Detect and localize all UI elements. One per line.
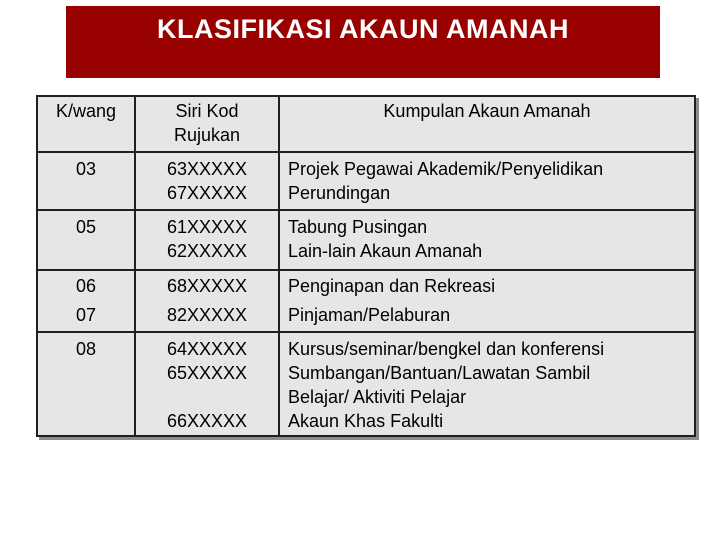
cell-codes bbox=[135, 210, 279, 270]
header-kwang bbox=[37, 96, 135, 152]
group-value: Perundingan bbox=[288, 183, 391, 203]
code-value: 62XXXXX bbox=[166, 241, 248, 261]
group-value: Tabung Pusingan bbox=[288, 217, 428, 237]
cell-codes bbox=[135, 332, 279, 436]
cell-groups bbox=[279, 300, 695, 332]
code-value: 63XXXXX bbox=[166, 159, 248, 179]
group-value: Lain-lain Akaun Amanah bbox=[288, 241, 483, 261]
cell-kwang bbox=[37, 300, 135, 332]
cell-kwang bbox=[37, 270, 135, 300]
group-value: Projek Pegawai Akademik/Penyelidikan bbox=[288, 159, 604, 179]
cell-groups bbox=[279, 270, 695, 300]
group-value: Pinjaman/Pelaburan bbox=[288, 305, 451, 325]
cell-codes bbox=[135, 270, 279, 300]
code-value: 82XXXXX bbox=[166, 305, 248, 325]
table-row bbox=[37, 332, 695, 436]
cell-kwang bbox=[37, 152, 135, 210]
table-header-row bbox=[37, 96, 695, 152]
cell-codes bbox=[135, 300, 279, 332]
group-value: Kursus/seminar/bengkel dan konferensi bbox=[288, 339, 605, 359]
code-value: 65XXXXX bbox=[166, 363, 248, 383]
code-value: 61XXXXX bbox=[166, 217, 248, 237]
header-siri-kod bbox=[135, 96, 279, 152]
header-siri-line1: Siri Kod bbox=[175, 101, 239, 121]
kwang-value: 05 bbox=[75, 217, 97, 237]
cell-kwang bbox=[37, 210, 135, 270]
cell-groups bbox=[279, 152, 695, 210]
code-value: 68XXXXX bbox=[166, 276, 248, 296]
code-spacer bbox=[136, 385, 278, 409]
code-value: 66XXXXX bbox=[166, 411, 248, 431]
cell-groups bbox=[279, 210, 695, 270]
group-value: Belajar/ Aktiviti Pelajar bbox=[288, 387, 467, 407]
group-value: Akaun Khas Fakulti bbox=[288, 411, 444, 431]
table-row bbox=[37, 152, 695, 210]
table-container bbox=[36, 95, 696, 437]
page-title: KLASIFIKASI AKAUN AMANAH bbox=[157, 14, 569, 44]
table-row bbox=[37, 210, 695, 270]
cell-kwang bbox=[37, 332, 135, 436]
cell-codes bbox=[135, 152, 279, 210]
header-kwang-text: K/wang bbox=[55, 101, 117, 121]
table-row bbox=[37, 300, 695, 332]
group-value: Penginapan dan Rekreasi bbox=[288, 276, 496, 296]
code-value: 67XXXXX bbox=[166, 183, 248, 203]
cell-groups bbox=[279, 332, 695, 436]
kwang-value: 08 bbox=[75, 339, 97, 359]
header-kumpulan bbox=[279, 96, 695, 152]
kwang-value: 03 bbox=[75, 159, 97, 179]
akaun-table bbox=[36, 95, 696, 437]
title-banner bbox=[66, 6, 660, 78]
code-value: 64XXXXX bbox=[166, 339, 248, 359]
kwang-value: 07 bbox=[75, 305, 97, 325]
header-kumpulan-text: Kumpulan Akaun Amanah bbox=[383, 101, 591, 121]
group-value: Sumbangan/Bantuan/Lawatan Sambil bbox=[288, 363, 591, 383]
kwang-value: 06 bbox=[75, 276, 97, 296]
header-siri-line2: Rujukan bbox=[173, 125, 241, 145]
table-row bbox=[37, 270, 695, 300]
